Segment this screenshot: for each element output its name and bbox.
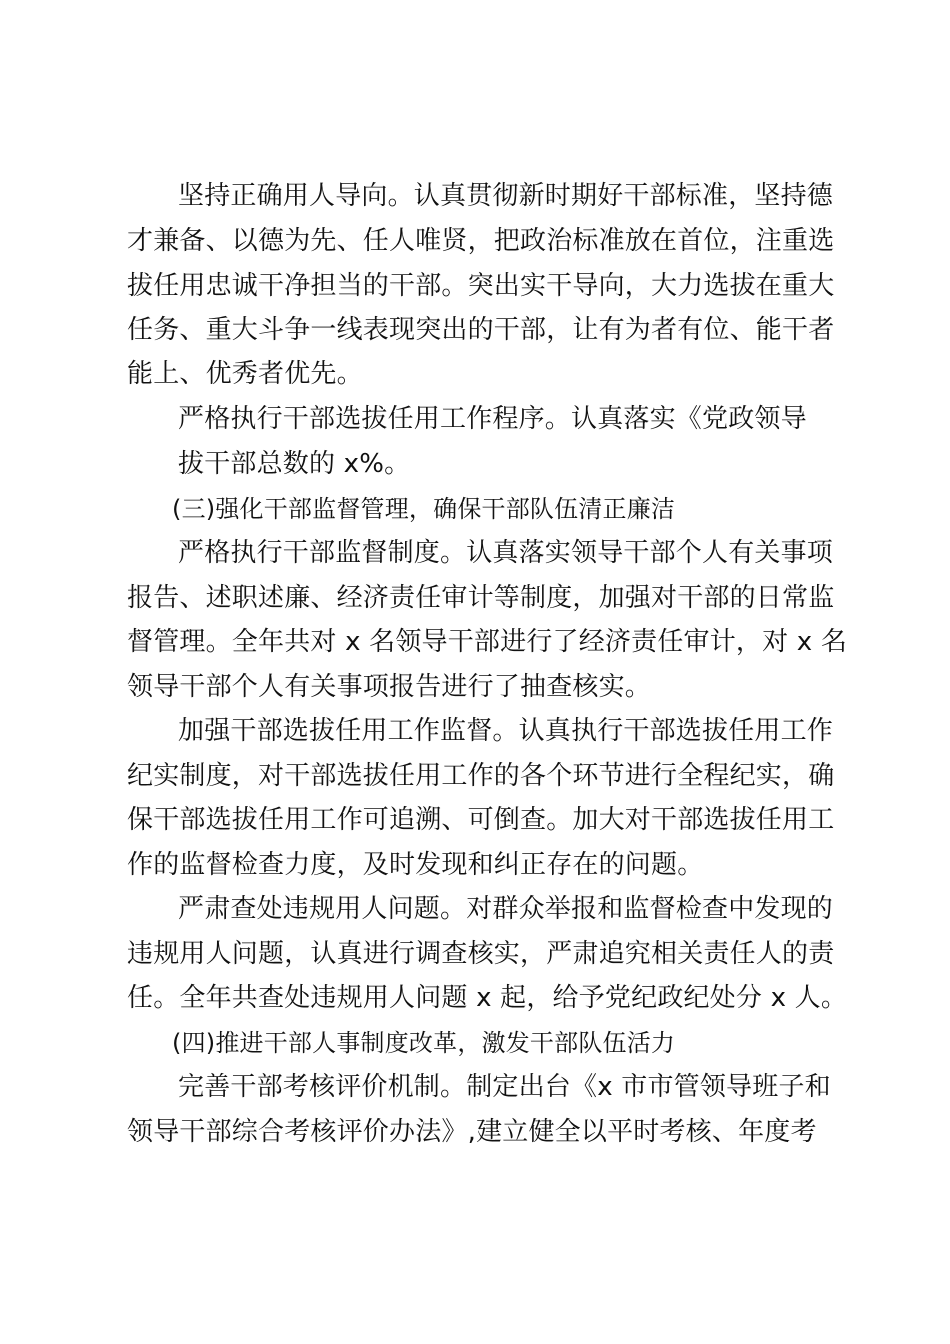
paragraph-line: 才兼备、以德为先、任人唯贤，把政治标准放在首位，注重选 [127,226,835,256]
paragraph-line: 严肃查处违规用人问题。对群众举报和监督检查中发现的 [178,894,834,924]
paragraph-line: 纪实制度，对干部选拔任用工作的各个环节进行全程纪实，确 [127,761,835,791]
paragraph-line: 拔干部总数的 x%。 [178,449,411,479]
paragraph-line: 严格执行干部监督制度。认真落实领导干部个人有关事项 [178,538,834,568]
paragraph-line: 领导干部综合考核评价办法》,建立健全以平时考核、年度考 [127,1117,817,1147]
section-heading: (四)推进干部人事制度改革，激发干部队伍活力 [172,1029,676,1057]
paragraph-line: 加强干部选拔任用工作监督。认真执行干部选拔任用工作 [178,716,834,746]
paragraph-line: 完善干部考核评价机制。制定出台《x 市市管领导班子和 [178,1072,831,1102]
paragraph-line: 拔任用忠诚干净担当的干部。突出实干导向，大力选拔在重大 [127,271,835,301]
paragraph-line: 能上、优秀者优先。 [127,359,363,389]
paragraph-line: 严格执行干部选拔任用工作程序。认真落实《党政领导 [178,404,807,434]
paragraph-line: 督管理。全年共对 x 名领导干部进行了经济责任审计，对 x 名 [127,627,848,657]
paragraph-line: 领导干部个人有关事项报告进行了抽查核实。 [127,672,652,702]
paragraph-line: 任。全年共查处违规用人问题 x 起，给予党纪政纪处分 x 人。 [127,983,848,1013]
paragraph-line: 坚持正确用人导向。认真贯彻新时期好干部标准，坚持德 [178,181,834,211]
paragraph-line: 报告、述职述廉、经济责任审计等制度，加强对干部的日常监 [127,583,835,613]
paragraph-line: 违规用人问题，认真进行调查核实，严肃追究相关责任人的责 [127,939,835,969]
section-heading: (三)强化干部监督管理，确保干部队伍清正廉洁 [172,495,676,523]
paragraph-line: 作的监督检查力度，及时发现和纠正存在的问题。 [127,850,704,880]
paragraph-line: 任务、重大斗争一线表现突出的干部，让有为者有位、能干者 [127,315,835,345]
paragraph-line: 保干部选拔任用工作可追溯、可倒查。加大对干部选拔任用工 [127,805,835,835]
